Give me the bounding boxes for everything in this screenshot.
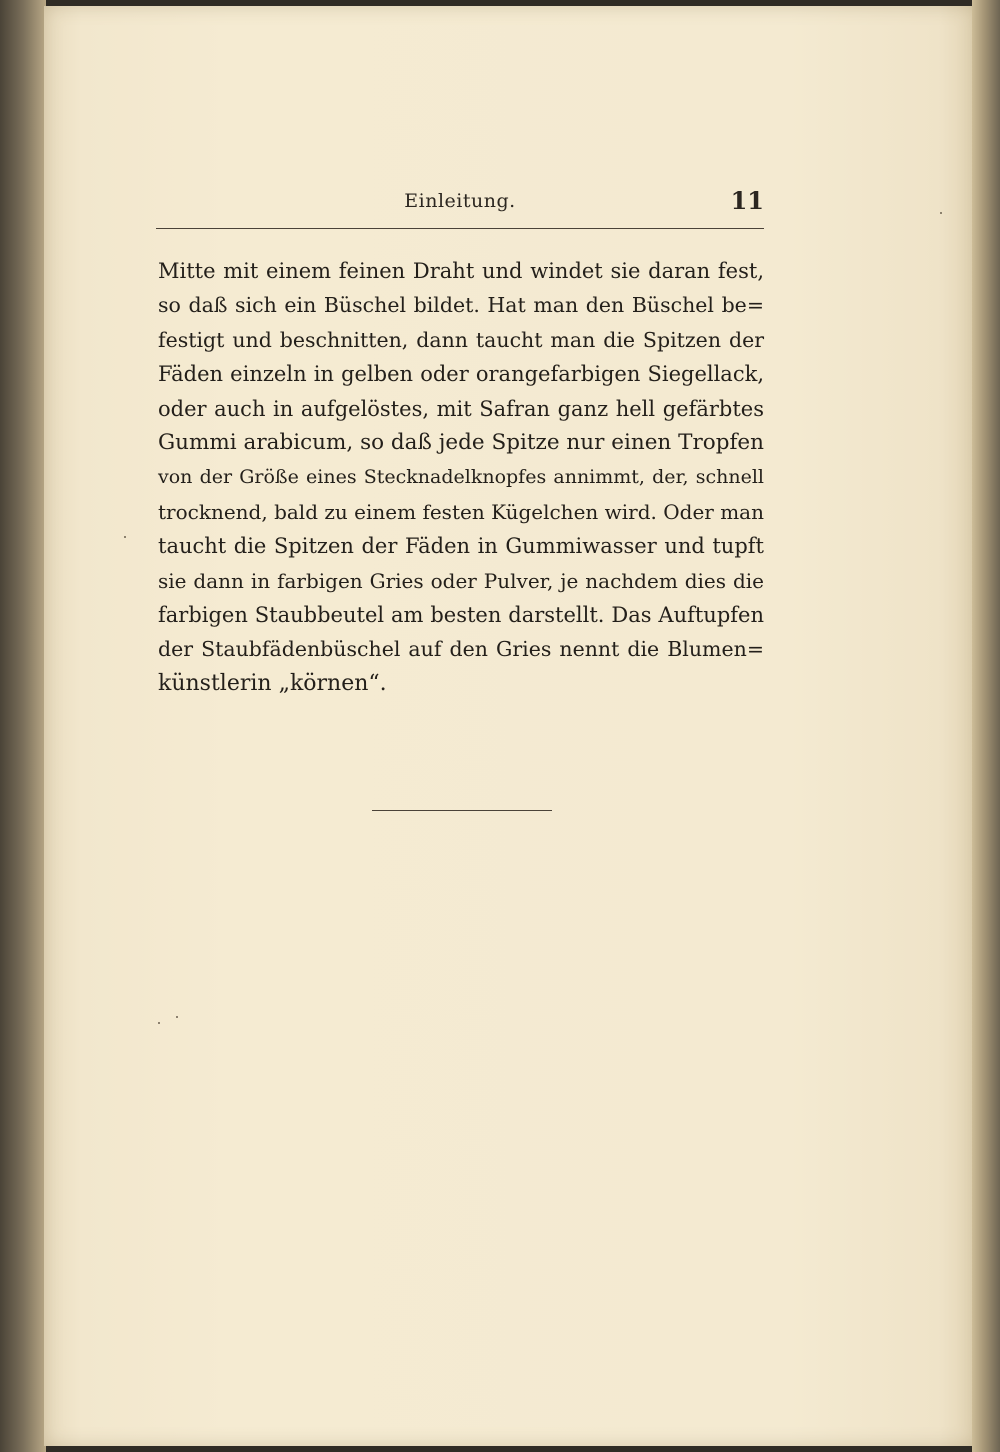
text-line: sie dann in farbigen Gries oder Pulver, je nachdem dies die <box>158 568 764 593</box>
page-number: 11 <box>730 186 764 215</box>
page-header <box>156 186 764 222</box>
text-line: der Staubfädenbüschel auf den Gries nennt die Blumen= <box>158 637 764 662</box>
book-spine-shadow <box>0 0 46 1452</box>
body-text <box>158 254 764 701</box>
text-line: von der Größe eines Stecknadelknopfes annimmt, der, schnell <box>158 466 764 489</box>
paper-speck <box>176 1016 178 1018</box>
text-line: Gummi arabicum, so daß jede Spitze nur einen Tropfen <box>158 429 764 455</box>
running-title: Einleitung. <box>404 190 516 212</box>
paper-speck <box>940 212 942 214</box>
paper-speck <box>158 1022 160 1024</box>
text-line: so daß sich ein Büschel bildet. Hat man den Büschel be= <box>158 293 764 318</box>
end-rule <box>372 810 552 811</box>
text-line: trocknend, bald zu einem festen Kügelchen wird. Oder man <box>158 499 764 524</box>
page-edge <box>972 0 1000 1452</box>
text-line: taucht die Spitzen der Fäden in Gummiwasser und tupft <box>158 534 764 559</box>
text-line: Mitte mit einem feinen Draht und windet sie daran fest, <box>158 259 764 283</box>
header-rule <box>156 228 764 229</box>
paper-page <box>44 6 976 1446</box>
text-line: festigt und beschnitten, dann taucht man die Spitzen der <box>158 327 764 352</box>
text-line: künstlerin „körnen“. <box>158 670 387 696</box>
text-line: farbigen Staubbeutel am besten darstellt. Das Auftupfen <box>158 602 764 627</box>
paper-speck <box>124 536 126 538</box>
text-line: oder auch in aufgelöstes, mit Safran ganz hell gefärbtes <box>158 396 764 421</box>
text-line: Fäden einzeln in gelben oder orangefarbigen Siegellack, <box>158 362 764 387</box>
